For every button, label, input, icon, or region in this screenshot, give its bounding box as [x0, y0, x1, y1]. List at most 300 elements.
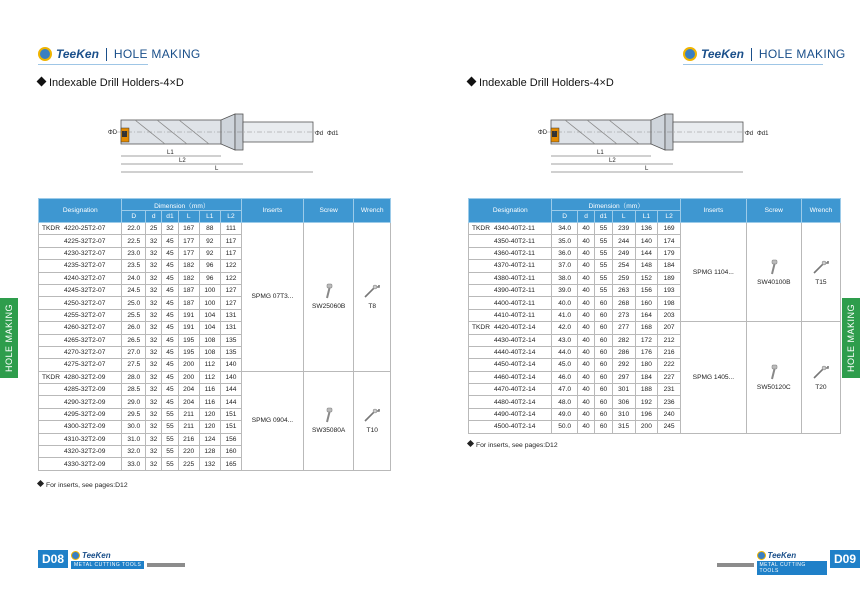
dimension-cell-l2: 117 — [220, 247, 241, 259]
dimension-cell-d: 36.0 — [552, 247, 577, 259]
dimension-cell-d1: 45 — [162, 247, 178, 259]
dimension-cell-d: 40.0 — [552, 297, 577, 309]
dimension-cell-l2: 117 — [220, 235, 241, 247]
dimension-cell-l2: 140 — [220, 359, 241, 371]
screw-icon — [321, 283, 337, 299]
dimension-cell-d: 22.0 — [122, 223, 146, 235]
dimension-cell-l1: 200 — [635, 421, 658, 433]
designation-code: 4290-32T2-09 — [62, 396, 122, 408]
dimension-cell-d1: 55 — [595, 223, 613, 235]
designation-code: 4225-32T2-07 — [62, 235, 122, 247]
dimension-cell-d1: 60 — [595, 371, 613, 383]
dimension-cell-l: 239 — [612, 223, 635, 235]
dimension-cell-l: 297 — [612, 371, 635, 383]
dimension-cell-l2: 140 — [220, 371, 241, 383]
dimension-cell-l: 195 — [178, 346, 199, 358]
dimension-cell-l1: 96 — [199, 272, 220, 284]
th-dimension: Dimension（mm） — [122, 199, 242, 211]
dimension-cell-l2: 193 — [658, 284, 681, 296]
dimension-cell-d: 40 — [577, 408, 595, 420]
dimension-cell-l: 310 — [612, 408, 635, 420]
dimension-cell-l2: 151 — [220, 421, 241, 433]
dimension-cell-d: 29.0 — [122, 396, 146, 408]
dimension-cell-l2: 240 — [658, 408, 681, 420]
dim-label-L2: L2 — [609, 158, 616, 164]
dimension-cell-d: 32 — [146, 309, 162, 321]
dimension-cell-l: 187 — [178, 284, 199, 296]
dimension-cell-d: 32 — [146, 334, 162, 346]
dimension-cell-d: 32 — [146, 297, 162, 309]
dimension-cell-d: 47.0 — [552, 384, 577, 396]
dimension-cell-l: 282 — [612, 334, 635, 346]
dimension-cell-d: 28.5 — [122, 384, 146, 396]
wrench-cell — [801, 223, 840, 322]
designation-code: 4360-40T2-11 — [492, 247, 552, 259]
dimension-cell-l: 220 — [178, 446, 199, 458]
dimension-cell-d: 25.5 — [122, 309, 146, 321]
dimension-cell-l2: 245 — [658, 421, 681, 433]
designation-code: 4280-32T2-09 — [62, 371, 122, 383]
footer-logo-text: TeeKen — [82, 550, 111, 560]
dimension-cell-d: 26.5 — [122, 334, 146, 346]
dimension-cell-d: 34.0 — [552, 223, 577, 235]
dimension-cell-l: 191 — [178, 309, 199, 321]
dimension-cell-d: 42.0 — [552, 322, 577, 334]
dimension-cell-d1: 45 — [162, 260, 178, 272]
footer-right — [717, 550, 860, 575]
dimension-cell-l2: 127 — [220, 297, 241, 309]
dimension-cell-d: 43.0 — [552, 334, 577, 346]
dimension-cell-l1: 140 — [635, 235, 658, 247]
designation-code: 4320-32T2-09 — [62, 446, 122, 458]
dimension-cell-d1: 45 — [162, 297, 178, 309]
dimension-cell-d1: 55 — [595, 247, 613, 259]
dimension-cell-d: 40 — [577, 309, 595, 321]
dimension-cell-d1: 55 — [595, 260, 613, 272]
th-d1: d1 — [162, 211, 178, 223]
dim-label-L1: L1 — [167, 150, 174, 156]
dimension-cell-l: 204 — [178, 396, 199, 408]
wrench-code: T15 — [815, 278, 827, 286]
designation-prefix — [39, 421, 62, 433]
wrench-code: T10 — [366, 427, 378, 435]
th-D: D — [122, 211, 146, 223]
dimension-cell-l1: 112 — [199, 359, 220, 371]
dimension-cell-d: 39.0 — [552, 284, 577, 296]
designation-code: 4230-32T2-07 — [62, 247, 122, 259]
inserts-cell: SPMG 0904... — [242, 371, 304, 470]
page-number: D08 — [38, 550, 68, 568]
designation-prefix — [469, 235, 492, 247]
dimension-cell-d1: 60 — [595, 396, 613, 408]
dimension-cell-d1: 45 — [162, 322, 178, 334]
dimension-cell-l: 249 — [612, 247, 635, 259]
dimension-cell-l1: 100 — [199, 297, 220, 309]
dimension-cell-l1: 156 — [635, 284, 658, 296]
dimension-cell-d: 32 — [146, 371, 162, 383]
dimension-cell-d: 45.0 — [552, 359, 577, 371]
dimension-cell-l: 211 — [178, 408, 199, 420]
dimension-cell-d: 32 — [146, 359, 162, 371]
dimension-cell-d: 24.0 — [122, 272, 146, 284]
dimension-cell-l2: 156 — [220, 433, 241, 445]
right-page — [430, 0, 860, 598]
dimension-cell-d1: 32 — [162, 223, 178, 235]
th-L2: L2 — [220, 211, 241, 223]
dimension-cell-d: 40 — [577, 272, 595, 284]
header-rule — [38, 64, 148, 65]
th-d: d — [577, 211, 595, 223]
designation-code: 4250-32T2-07 — [62, 297, 122, 309]
side-tab-left: HOLE MAKING — [0, 298, 18, 378]
dimension-cell-d: 23.0 — [122, 247, 146, 259]
dimension-cell-d: 40 — [577, 346, 595, 358]
th-designation: Designation — [469, 199, 552, 223]
dimension-cell-d: 46.0 — [552, 371, 577, 383]
drill-diagram — [535, 112, 775, 182]
dimension-cell-d1: 55 — [595, 272, 613, 284]
dimension-cell-l: 182 — [178, 260, 199, 272]
teeken-logo-icon — [683, 47, 697, 61]
wrench-cell — [801, 322, 840, 434]
dimension-cell-l2: 111 — [220, 223, 241, 235]
page-title: Indexable Drill Holders-4×D — [38, 77, 184, 89]
dimension-cell-l1: 144 — [635, 247, 658, 259]
dimension-cell-l: 277 — [612, 322, 635, 334]
dimension-cell-d: 31.0 — [122, 433, 146, 445]
dimension-cell-l: 191 — [178, 322, 199, 334]
dimension-cell-l2: 179 — [658, 247, 681, 259]
designation-code: 4370-40T2-11 — [492, 260, 552, 272]
dimension-cell-d: 32 — [146, 247, 162, 259]
screw-code: SW50120C — [756, 383, 791, 391]
dimension-cell-d1: 45 — [162, 272, 178, 284]
dimension-cell-d: 25 — [146, 223, 162, 235]
th-inserts: Inserts — [242, 199, 304, 223]
dimension-cell-l1: 172 — [635, 334, 658, 346]
spec-table-left — [38, 198, 391, 471]
dimension-cell-l1: 132 — [199, 458, 220, 470]
designation-code: 4340-40T2-11 — [492, 223, 552, 235]
designation-code: 4440-40T2-14 — [492, 346, 552, 358]
teeken-logo-icon — [71, 551, 80, 560]
dimension-cell-l2: 203 — [658, 309, 681, 321]
dimension-cell-d1: 55 — [162, 446, 178, 458]
wrench-cell — [354, 371, 391, 470]
screw-cell — [303, 223, 354, 372]
dimension-cell-d: 32 — [146, 322, 162, 334]
inserts-cell: SPMG 07T3... — [242, 223, 304, 372]
designation-prefix — [39, 408, 62, 420]
screw-code: SW40100B — [757, 278, 791, 286]
section-title: HOLE MAKING — [758, 47, 846, 61]
footer-brand — [754, 550, 830, 575]
brand-separator — [751, 48, 752, 61]
dim-label-D: ΦD — [538, 130, 548, 136]
brand-header — [38, 47, 201, 61]
designation-code: 4330-32T2-09 — [62, 458, 122, 470]
side-tab-right: HOLE MAKING — [842, 298, 860, 378]
dimension-cell-l: 292 — [612, 359, 635, 371]
dimension-cell-d1: 60 — [595, 359, 613, 371]
dimension-cell-d: 40 — [577, 384, 595, 396]
dimension-cell-d: 35.0 — [552, 235, 577, 247]
designation-prefix — [469, 297, 492, 309]
dimension-cell-d: 40 — [577, 322, 595, 334]
torx-wrench-icon — [812, 259, 830, 275]
dimension-cell-l: 306 — [612, 396, 635, 408]
designation-code: 4235-32T2-07 — [62, 260, 122, 272]
footer-left — [38, 550, 185, 569]
screw-code: SW35080A — [311, 427, 346, 435]
dimension-cell-d: 32.0 — [122, 446, 146, 458]
designation-code: 4430-40T2-14 — [492, 334, 552, 346]
designation-prefix — [469, 396, 492, 408]
designation-prefix — [39, 396, 62, 408]
designation-prefix — [39, 446, 62, 458]
dimension-cell-l2: 236 — [658, 396, 681, 408]
dimension-cell-d: 32 — [146, 396, 162, 408]
dimension-cell-d: 44.0 — [552, 346, 577, 358]
dimension-cell-l2: 135 — [220, 334, 241, 346]
dimension-cell-d: 32 — [146, 346, 162, 358]
dimension-cell-l2: 227 — [658, 371, 681, 383]
designation-prefix — [469, 260, 492, 272]
inserts-cell: SPMG 1405... — [680, 322, 746, 434]
dimension-cell-d: 32 — [146, 446, 162, 458]
dim-label-L2: L2 — [179, 158, 186, 164]
dimension-cell-l2: 231 — [658, 384, 681, 396]
screw-code: SW25060B — [311, 303, 346, 311]
dimension-cell-l2: 216 — [658, 346, 681, 358]
dimension-cell-d: 48.0 — [552, 396, 577, 408]
dimension-cell-d: 25.0 — [122, 297, 146, 309]
dimension-cell-l1: 196 — [635, 408, 658, 420]
dimension-cell-d: 33.0 — [122, 458, 146, 470]
table-row — [39, 223, 391, 235]
th-L: L — [612, 211, 635, 223]
dimension-cell-d: 40 — [577, 235, 595, 247]
designation-code: 4245-32T2-07 — [62, 284, 122, 296]
dimension-cell-d: 32 — [146, 284, 162, 296]
header-rule — [683, 64, 823, 65]
dimension-cell-d: 22.5 — [122, 235, 146, 247]
dimension-cell-d1: 60 — [595, 408, 613, 420]
designation-prefix — [469, 247, 492, 259]
brand-logo-text: TeeKen — [701, 47, 744, 61]
inserts-note: For inserts, see pages:D12 — [38, 482, 128, 489]
th-d: d — [146, 211, 162, 223]
dimension-cell-d: 32 — [146, 260, 162, 272]
dimension-cell-l: 204 — [178, 384, 199, 396]
dimension-cell-l1: 180 — [635, 359, 658, 371]
designation-code: 4295-32T2-09 — [62, 408, 122, 420]
dimension-cell-l1: 164 — [635, 309, 658, 321]
dimension-cell-l1: 120 — [199, 421, 220, 433]
designation-prefix — [469, 334, 492, 346]
dimension-cell-l: 167 — [178, 223, 199, 235]
dimension-cell-l: 177 — [178, 247, 199, 259]
wrench-cell — [354, 223, 391, 372]
screw-icon — [766, 259, 782, 275]
designation-code: 4260-32T2-07 — [62, 322, 122, 334]
designation-prefix — [39, 322, 62, 334]
dimension-cell-d: 40 — [577, 260, 595, 272]
dimension-cell-d1: 45 — [162, 359, 178, 371]
dimension-cell-d: 27.0 — [122, 346, 146, 358]
dim-label-L: L — [215, 166, 219, 172]
dimension-cell-l1: 188 — [635, 384, 658, 396]
torx-wrench-icon — [812, 364, 830, 380]
teeken-logo-icon — [38, 47, 52, 61]
spec-table-right — [468, 198, 841, 434]
dimension-cell-l: 286 — [612, 346, 635, 358]
diamond-bullet-icon — [37, 480, 44, 487]
wrench-code: T8 — [368, 303, 377, 311]
dimension-cell-d1: 60 — [595, 297, 613, 309]
table-row — [469, 322, 841, 334]
designation-code: 4265-32T2-07 — [62, 334, 122, 346]
dimension-cell-l1: 184 — [635, 371, 658, 383]
torx-wrench-icon — [363, 407, 381, 423]
dimension-cell-l: 259 — [612, 272, 635, 284]
dimension-cell-l1: 160 — [635, 297, 658, 309]
dimension-cell-l2: 169 — [658, 223, 681, 235]
designation-code: 4240-32T2-07 — [62, 272, 122, 284]
dimension-cell-d1: 45 — [162, 371, 178, 383]
designation-prefix: TKDR — [39, 371, 62, 383]
designation-prefix: TKDR — [469, 223, 492, 235]
footer-bar — [717, 563, 754, 567]
screw-cell — [746, 223, 801, 322]
dimension-cell-l1: 108 — [199, 334, 220, 346]
designation-prefix — [39, 235, 62, 247]
designation-prefix — [469, 272, 492, 284]
screw-icon — [321, 407, 337, 423]
dimension-cell-d1: 60 — [595, 322, 613, 334]
designation-code: 4480-40T2-14 — [492, 396, 552, 408]
designation-code: 4420-40T2-14 — [492, 322, 552, 334]
dimension-cell-d1: 45 — [162, 384, 178, 396]
screw-cell — [746, 322, 801, 434]
dimension-cell-l: 268 — [612, 297, 635, 309]
th-designation: Designation — [39, 199, 122, 223]
dimension-cell-d1: 55 — [162, 408, 178, 420]
dimension-cell-l1: 104 — [199, 322, 220, 334]
dimension-cell-d1: 55 — [162, 458, 178, 470]
dim-label-D: ΦD — [108, 130, 118, 136]
dimension-cell-d: 40 — [577, 371, 595, 383]
dimension-cell-l1: 192 — [635, 396, 658, 408]
dimension-cell-d: 41.0 — [552, 309, 577, 321]
dimension-cell-l1: 96 — [199, 260, 220, 272]
dimension-cell-d: 38.0 — [552, 272, 577, 284]
diamond-bullet-icon — [467, 77, 477, 87]
th-L: L — [178, 211, 199, 223]
footer-logo-text: TeeKen — [767, 550, 797, 560]
designation-prefix — [39, 334, 62, 346]
dimension-cell-l1: 88 — [199, 223, 220, 235]
dimension-cell-d1: 55 — [595, 284, 613, 296]
dimension-cell-d1: 55 — [162, 433, 178, 445]
dimension-cell-l: 182 — [178, 272, 199, 284]
dimension-cell-d: 37.0 — [552, 260, 577, 272]
designation-code: 4270-32T2-07 — [62, 346, 122, 358]
designation-prefix: TKDR — [469, 322, 492, 334]
dimension-cell-l1: 120 — [199, 408, 220, 420]
th-L1: L1 — [635, 211, 658, 223]
dimension-cell-l2: 189 — [658, 272, 681, 284]
dimension-cell-l: 301 — [612, 384, 635, 396]
dimension-cell-l2: 222 — [658, 359, 681, 371]
dimension-cell-l2: 212 — [658, 334, 681, 346]
dimension-cell-l1: 152 — [635, 272, 658, 284]
dimension-cell-l1: 92 — [199, 247, 220, 259]
th-L1: L1 — [199, 211, 220, 223]
dimension-cell-l: 244 — [612, 235, 635, 247]
dimension-cell-d1: 60 — [595, 309, 613, 321]
designation-code: 4450-40T2-14 — [492, 359, 552, 371]
th-dimension: Dimension（mm） — [552, 199, 681, 211]
designation-prefix — [39, 458, 62, 470]
designation-prefix — [469, 421, 492, 433]
dimension-cell-l: 315 — [612, 421, 635, 433]
designation-prefix: TKDR — [39, 223, 62, 235]
designation-prefix — [39, 260, 62, 272]
dimension-cell-d: 40 — [577, 247, 595, 259]
dimension-cell-d1: 60 — [595, 384, 613, 396]
dimension-cell-d: 40 — [577, 284, 595, 296]
inserts-cell: SPMG 1104... — [680, 223, 746, 322]
dimension-cell-l2: 174 — [658, 235, 681, 247]
dimension-cell-l2: 165 — [220, 458, 241, 470]
dimension-cell-l2: 160 — [220, 446, 241, 458]
dimension-cell-d: 32 — [146, 235, 162, 247]
dimension-cell-l2: 131 — [220, 309, 241, 321]
dimension-cell-d1: 45 — [162, 334, 178, 346]
designation-code: 4490-40T2-14 — [492, 408, 552, 420]
th-D: D — [552, 211, 577, 223]
dimension-cell-l1: 92 — [199, 235, 220, 247]
dimension-cell-l: 273 — [612, 309, 635, 321]
designation-code: 4300-32T2-09 — [62, 421, 122, 433]
dimension-cell-l: 200 — [178, 371, 199, 383]
dimension-cell-d: 40 — [577, 334, 595, 346]
designation-prefix — [469, 359, 492, 371]
designation-prefix — [39, 359, 62, 371]
dimension-cell-d: 29.5 — [122, 408, 146, 420]
designation-code: 4350-40T2-11 — [492, 235, 552, 247]
dimension-cell-d: 27.5 — [122, 359, 146, 371]
dimension-cell-d1: 55 — [595, 235, 613, 247]
designation-prefix — [39, 309, 62, 321]
dimension-cell-l2: 144 — [220, 384, 241, 396]
designation-prefix — [39, 433, 62, 445]
brand-header — [683, 47, 846, 61]
dimension-cell-l2: 207 — [658, 322, 681, 334]
dimension-cell-l1: 112 — [199, 371, 220, 383]
section-title: HOLE MAKING — [113, 47, 201, 61]
dimension-cell-d: 23.5 — [122, 260, 146, 272]
dimension-cell-d: 50.0 — [552, 421, 577, 433]
dimension-cell-d: 40 — [577, 396, 595, 408]
dim-label-d1: Φd1 — [327, 131, 339, 137]
dimension-cell-d1: 60 — [595, 334, 613, 346]
dimension-cell-d: 32 — [146, 421, 162, 433]
designation-prefix — [39, 346, 62, 358]
footer-subtitle: METAL CUTTING TOOLS — [757, 561, 827, 575]
dimension-cell-l1: 108 — [199, 346, 220, 358]
